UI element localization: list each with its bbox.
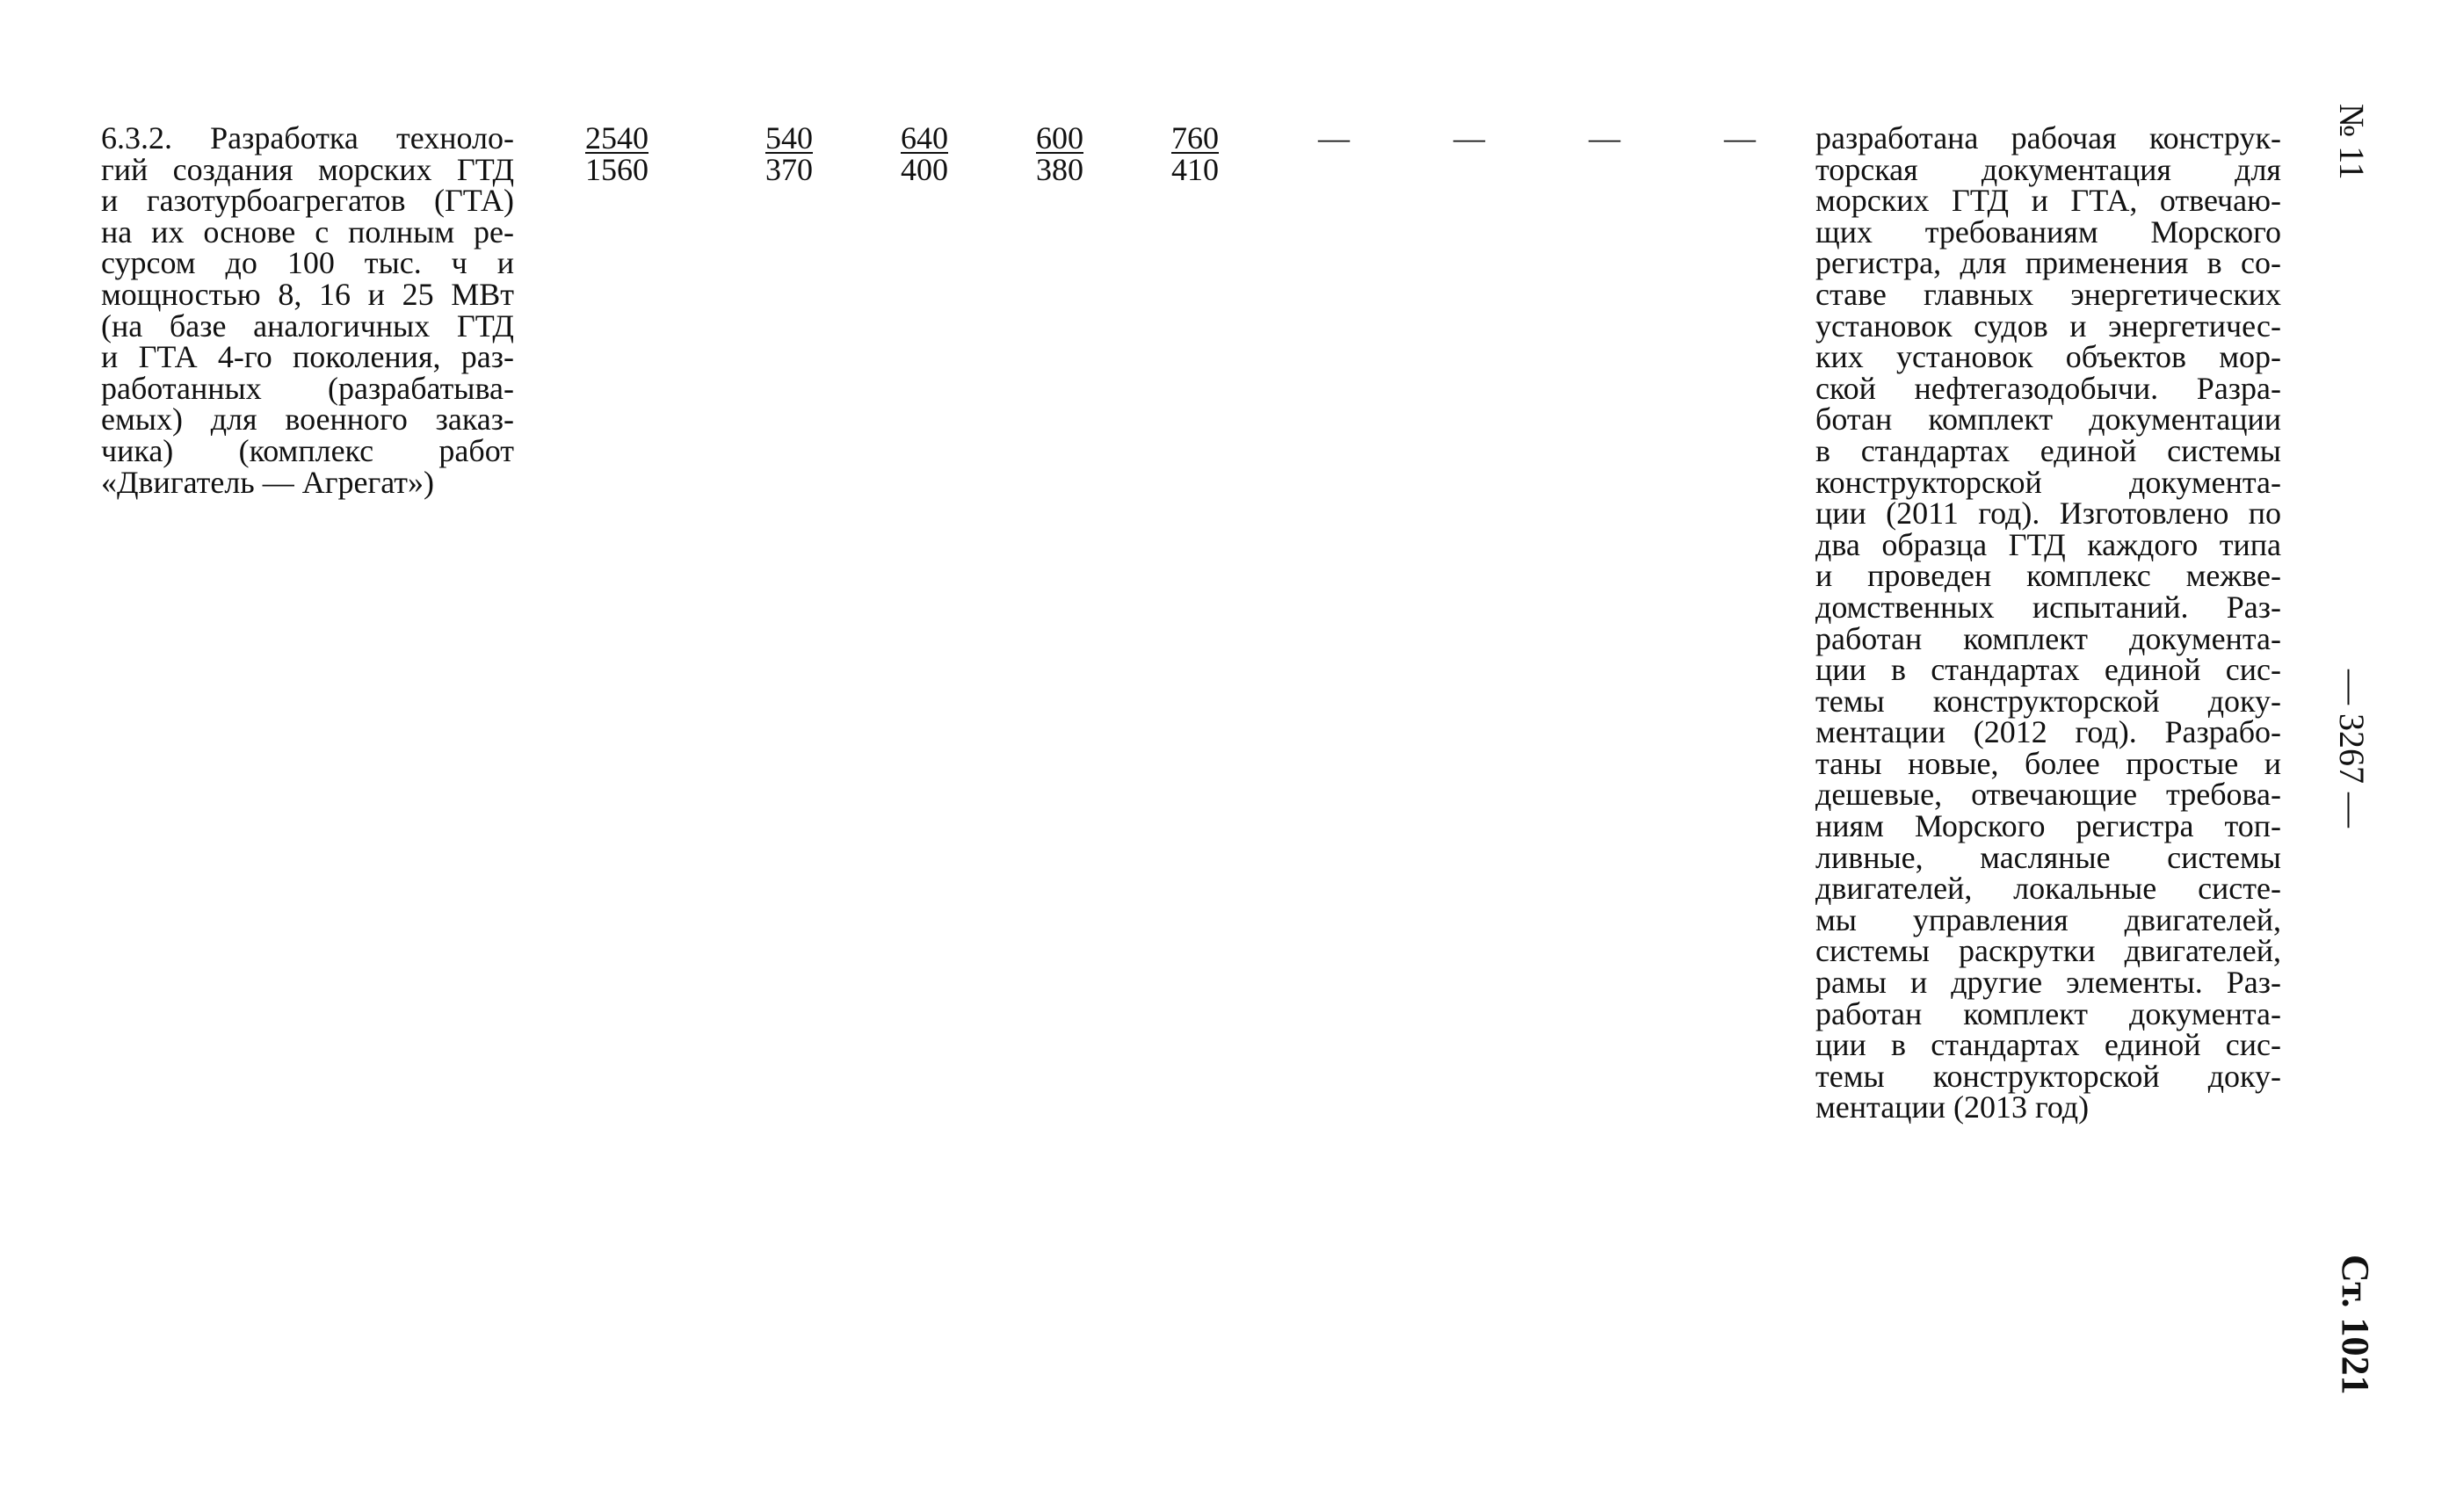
- text-line: таны новые, более простые и: [1815, 745, 2281, 781]
- value-top: 760: [1171, 120, 1219, 156]
- value-top: 2540: [585, 120, 648, 156]
- value-cell-4: [1033, 120, 1086, 187]
- text-line: работанных (разрабатыва-: [101, 370, 514, 406]
- text-line: гий создания морских ГТД: [101, 151, 514, 187]
- text-line: два образца ГТД каждого типа: [1815, 526, 2281, 562]
- text-line: домственных испытаний. Раз-: [1815, 589, 2281, 625]
- text-line: конструкторской документа-: [1815, 464, 2281, 500]
- text-line: и газотурбоагрегатов (ГТА): [101, 183, 514, 219]
- text-line: в стандартах единой системы: [1815, 432, 2281, 468]
- text-line: ментации (2012 год). Разрабо-: [1815, 714, 2281, 750]
- value-bottom: 410: [1171, 151, 1219, 187]
- text-line: щих требованиям Морского: [1815, 213, 2281, 250]
- value-cell-5: [1169, 120, 1221, 187]
- text-line: мощностью 8, 16 и 25 МВт: [101, 276, 514, 312]
- text-line: установок судов и энергетичес-: [1815, 307, 2281, 344]
- text-line: мы управления двигателей,: [1815, 901, 2281, 937]
- text-line: ливные, масляные системы: [1815, 839, 2281, 875]
- text-line: емых) для военного заказ-: [101, 402, 514, 438]
- text-line: ставе главных энергетических: [1815, 276, 2281, 312]
- text-line: работан комплект документа-: [1815, 620, 2281, 656]
- page-marker: — 3267 —: [2332, 669, 2372, 828]
- text-line: ции (2011 год). Изготовлено по: [1815, 496, 2281, 532]
- text-line: рамы и другие элементы. Раз-: [1815, 965, 2281, 1001]
- text-line: ких установок объектов мор-: [1815, 339, 2281, 375]
- empty-cell-dash: —: [1724, 120, 1756, 156]
- value-top: 540: [765, 120, 813, 156]
- text-line: чика) (комплекс работ: [101, 432, 514, 468]
- text-line: регистра, для применения в со-: [1815, 245, 2281, 281]
- text-line: ции в стандартах единой сис-: [1815, 1027, 2281, 1063]
- text-line: ниям Морского регистра топ-: [1815, 808, 2281, 844]
- empty-cell-dash: —: [1453, 120, 1485, 156]
- value-bottom: 370: [765, 151, 813, 187]
- text-line: работан комплект документа-: [1815, 995, 2281, 1031]
- text-line: системы раскрутки двигателей,: [1815, 933, 2281, 969]
- text-line: «Двигатель — Агрегат»): [101, 464, 435, 500]
- text-line: на их основе с полным ре-: [101, 213, 514, 250]
- value-top: 600: [1036, 120, 1083, 156]
- text-line: темы конструкторской доку-: [1815, 1058, 2281, 1094]
- value-bottom: 380: [1036, 151, 1083, 187]
- text-line: дешевые, отвечающие требова-: [1815, 777, 2281, 813]
- text-line: разработана рабочая конструк-: [1815, 120, 2281, 156]
- item-description: [101, 120, 514, 500]
- text-line: торская документация для: [1815, 151, 2281, 187]
- value-cell-3: [898, 120, 951, 187]
- text-line: ментации (2013 год): [1815, 1089, 2090, 1125]
- text-line: ской нефтегазодобычи. Разра-: [1815, 370, 2281, 406]
- text-line: ботан комплект документации: [1815, 402, 2281, 438]
- issue-number: № 11: [2332, 104, 2372, 180]
- text-line: 6.3.2. Разработка техноло-: [101, 120, 514, 156]
- text-line: морских ГТД и ГТА, отвечаю-: [1815, 183, 2281, 219]
- text-line: (на базе аналогичных ГТД: [101, 307, 514, 344]
- text-line: темы конструкторской доку-: [1815, 683, 2281, 719]
- value-cell-1: [582, 120, 652, 187]
- value-top: 640: [901, 120, 948, 156]
- value-cell-2: [763, 120, 815, 187]
- text-line: сурсом до 100 тыс. ч и: [101, 245, 514, 281]
- text-line: и проведен комплекс межве-: [1815, 558, 2281, 594]
- article-number: Ст. 1021: [2334, 1255, 2377, 1395]
- value-bottom: 1560: [585, 151, 648, 187]
- empty-cell-dash: —: [1589, 120, 1620, 156]
- empty-cell-dash: —: [1318, 120, 1350, 156]
- results-notes: [1815, 120, 2281, 1125]
- value-bottom: 400: [901, 151, 948, 187]
- text-line: и ГТА 4-го поколения, раз-: [101, 339, 514, 375]
- text-line: двигателей, локальные систе-: [1815, 871, 2281, 907]
- text-line: ции в стандартах единой сис-: [1815, 652, 2281, 688]
